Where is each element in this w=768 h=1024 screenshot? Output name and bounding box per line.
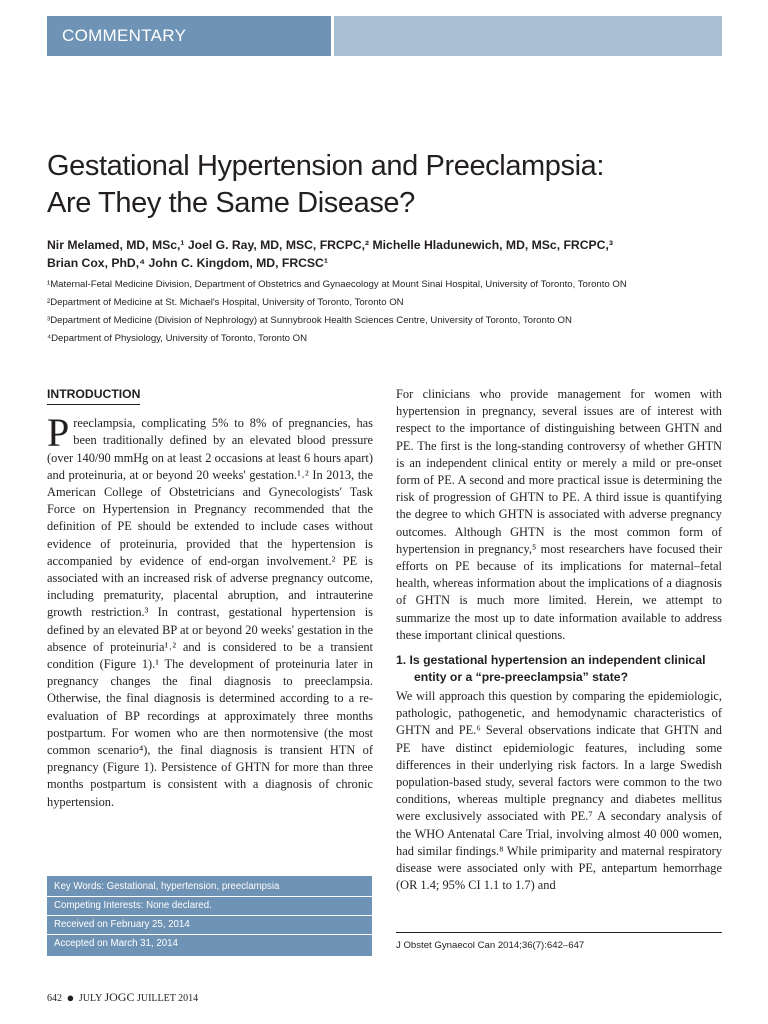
commentary-banner: [47, 16, 331, 56]
footer-year: 2014: [178, 993, 199, 1004]
competing-interests-line: Competing Interests: None declared.: [47, 897, 372, 916]
keywords-line: Key Words: Gestational, hypertension, preeclampsia: [47, 878, 372, 897]
footer-month-en: JULY: [78, 993, 102, 1004]
article-title: [47, 148, 727, 222]
title-line-1: Gestational Hypertension and Preeclampsia:: [47, 150, 605, 182]
left-column: [47, 386, 373, 811]
accepted-date-line: Accepted on March 31, 2014: [54, 938, 178, 949]
affiliation-list: [47, 276, 737, 348]
introduction-body: reeclampsia, complicating 5% to 8% of pregnancies, has been traditionally defined by an elevated blood pressure (over 140/90 mmHg on at least 2 occasions at least 6 hours apart) and proteinuria, at or beyond 20 weeks' gestation.¹˒² In 2013, the American College of Obstetricians and Gynecologists' Task Force on Hypertension in Pregnancy recommended that the definition of PE should be extended to include cases without evidence of proteinuria, provided that the hypertension is accompanied by evidence of end-organ involvement.² PE is associated with an increased risk of adverse pregnancy outcome, including prematurity, placental abruption, and intrauterine growth restriction.³ In contrast, gestational hypertension is defined by an elevated BP at or beyond 20 weeks' gestation in the absence of proteinuria¹˒² and is considered to be a transient condition (Figure 1).¹ The development of proteinuria later in pregnancy changes the final diagnosis to preeclampsia. Otherwise, the final diagnosis is determined according to a re-evaluation of BP recordings at approximately three months postpartum. For women who are then normotensive (the most common scenario⁴), the final diagnosis is transient HTN of pregnancy (Figure 1). Persistence of GHTN for more than three months postpartum is consistent with a diagnosis of chronic hypertension.: [47, 416, 373, 809]
right-paragraph-2: We will approach this question by comparing the epidemiologic, pathologic, pathogenetic, and hemodynamic characteristics of GHTN and PE.⁶ Several observations indicate that GHTN and PE have distinct epidemiologic features, including some differences in their underlying risk factors. In a large Swedish population-based study, several factors were common to the two conditions, whereas multiple pregnancy and diabetes mellitus were exclusively associated with PE.⁷ A secondary analysis of the WHO Antenatal Care Trial, involving almost 40 000 women, had similar findings.⁸ While primiparity and maternal respiratory disease were associated only with PE, antepartum hemorrhage (OR 1.4; 95% CI 1.1 to 1.7) and: [396, 689, 722, 893]
page-number: 642: [47, 993, 62, 1004]
drop-cap: P: [47, 410, 70, 456]
author-list: [47, 236, 737, 272]
introduction-heading: INTRODUCTION: [47, 386, 140, 405]
section-1-heading: 1. Is gestational hypertension an independent clinical entity or a “pre-preeclampsia” state?: [396, 653, 706, 685]
journal-citation: J Obstet Gynaecol Can 2014;36(7):642–647: [396, 940, 585, 951]
right-column: [396, 386, 722, 894]
affiliation-2: ²Department of Medicine at St. Michael's Hospital, University of Toronto, Toronto ON: [47, 297, 404, 308]
bullet-icon: ●: [66, 990, 75, 1005]
affiliation-4: ⁴Department of Physiology, University of Toronto, Toronto ON: [47, 333, 308, 344]
introduction-paragraph: [47, 410, 373, 811]
footer-journal: JOGC: [104, 990, 135, 1004]
right-paragraph-1: For clinicians who provide management for women with hypertension in pregnancy, several issues are of interest with respect to the importance of distinguishing between GHTN and PE. The first is the long-standing controversy of whether GHTN is an independent clinical entity or merely a mild or pre-onset form of PE. A second and more practical issue is determining the risk of progression of GHTN to PE. A third issue is quantifying the degree to which GHTN is associated with adverse pregnancy outcomes. Although GHTN is the most common form of hypertension in pregnancy,⁵ most researchers have focused their efforts on PE because of its implications for maternal–fetal health, whereas information about the implications of a diagnosis of GHTN is much more limited. Herein, we attempt to summarize the most up to date information available to address these important clinical questions.: [396, 387, 722, 642]
page-footer: [47, 990, 198, 1006]
authors-line-1: Nir Melamed, MD, MSc,¹ Joel G. Ray, MD, MSC, FRCPC,² Michelle Hladunewich, MD, MSc, FRCPC,³: [47, 238, 613, 252]
banner-bar: [334, 16, 722, 56]
banner-label: COMMENTARY: [62, 26, 187, 45]
title-line-2: Are They the Same Disease?: [47, 187, 415, 219]
affiliation-3: ³Department of Medicine (Division of Nephrology) at Sunnybrook Health Sciences Centre, University of Toronto, Toronto ON: [47, 315, 572, 326]
keywords-box: [47, 876, 372, 956]
authors-line-2: Brian Cox, PhD,⁴ John C. Kingdom, MD, FRCSC¹: [47, 256, 328, 270]
footer-month-fr: JUILLET: [136, 993, 176, 1004]
affiliation-1: ¹Maternal-Fetal Medicine Division, Department of Obstetrics and Gynaecology at Mount Sinai Hospital, University of Toronto, Toronto ON: [47, 279, 627, 290]
received-date-line: Received on February 25, 2014: [47, 916, 372, 935]
citation-divider: [396, 932, 722, 933]
